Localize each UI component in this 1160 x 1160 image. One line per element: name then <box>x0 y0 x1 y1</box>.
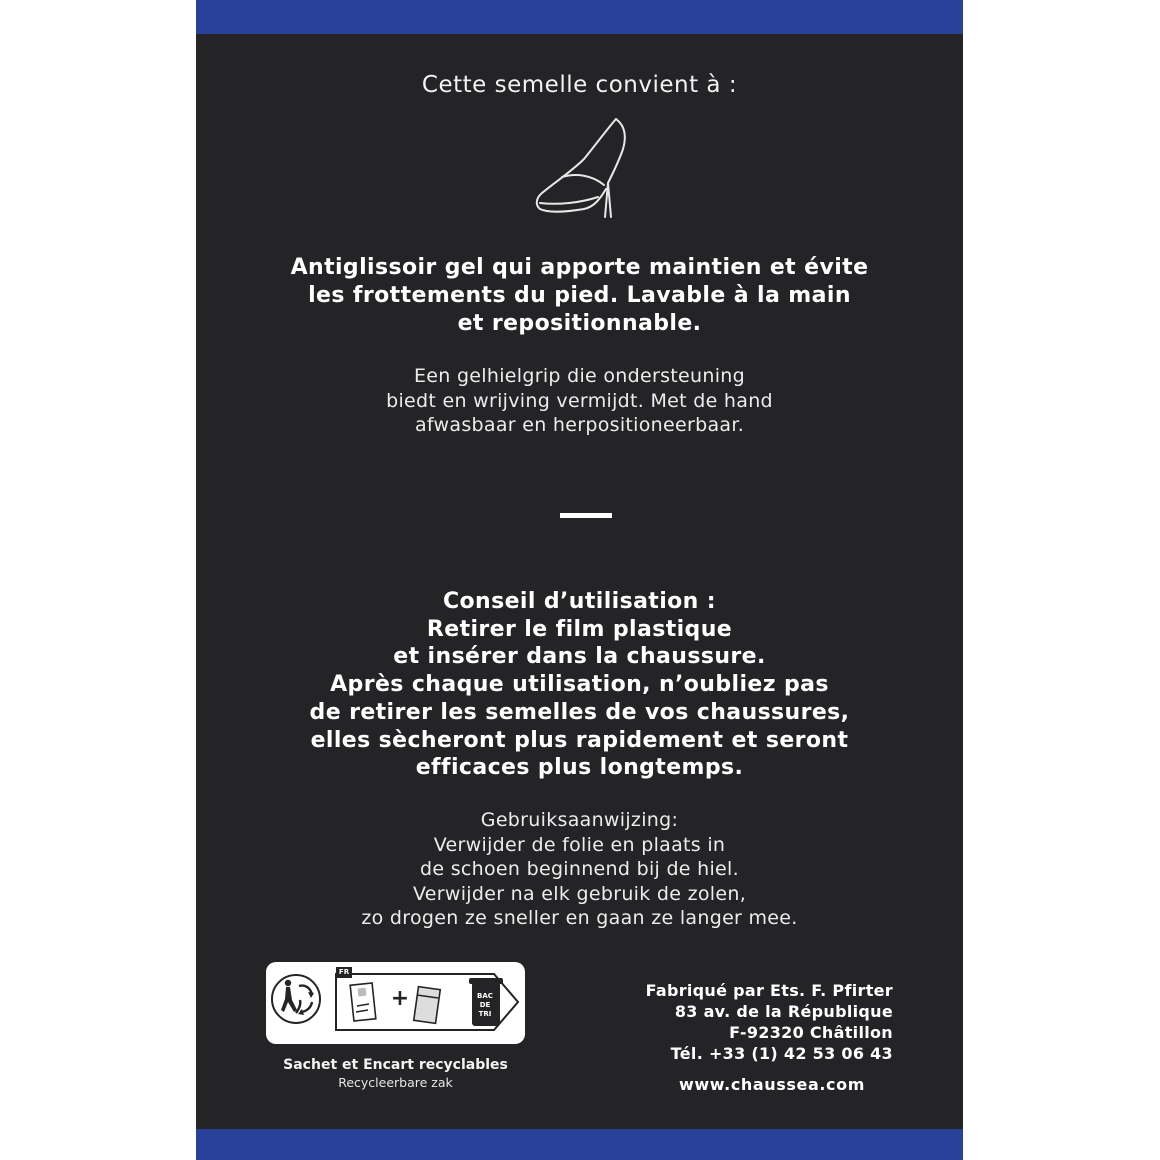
description-nl <box>196 364 963 438</box>
usage-fr-line: de retirer les semelles de vos chaussures, <box>309 699 850 725</box>
usage-fr-line: Conseil d’utilisation : <box>442 589 717 614</box>
usage-fr-line: efficaces plus longtemps. <box>415 755 744 781</box>
usage-fr-line: Après chaque utilisation, n’oubliez pas <box>330 672 829 698</box>
triman-icon <box>272 975 320 1023</box>
bin-label <box>474 992 496 1019</box>
description-fr-line: les frottements du pied. Lavable à la main <box>308 283 851 308</box>
packaging-back-panel <box>196 0 963 1160</box>
recycling-info-box <box>266 962 525 1044</box>
recycling-caption-nl: Recycleerbare zak <box>338 1075 453 1090</box>
bottom-color-band <box>196 1129 963 1160</box>
manufacturer-line: 83 av. de la République <box>674 1002 893 1021</box>
country-badge: FR <box>336 967 352 978</box>
usage-fr-line: Retirer le film plastique <box>426 616 733 642</box>
bin-label-line: TRI <box>478 1010 492 1018</box>
usage-fr-line: elles sècheront plus rapidement et seront <box>310 727 849 753</box>
insert-card-icon <box>350 983 376 1021</box>
section-divider <box>560 513 612 518</box>
manufacturer-line: F-92320 Châtillon <box>729 1023 893 1042</box>
manufacturer-line: Tél. +33 (1) 42 53 06 43 <box>670 1044 893 1063</box>
description-fr <box>196 254 963 338</box>
manufacturer-address <box>621 980 893 1064</box>
bag-icon <box>414 987 441 1024</box>
high-heel-shoe-icon <box>532 113 634 221</box>
description-fr-line: et repositionnable. <box>457 311 702 336</box>
bin-label-line: BAC <box>477 992 493 1000</box>
recycle-arrows-icon <box>296 986 312 1013</box>
suitable-for-heading: Cette semelle convient à : <box>421 72 738 98</box>
usage-nl-line: Gebruiksaanwijzing: <box>480 809 679 831</box>
bin-label-line: DE <box>479 1001 491 1009</box>
description-nl-line: afwasbaar en herpositioneerbaar. <box>414 414 745 436</box>
plus-sign: + <box>390 986 410 1011</box>
description-nl-line: Een gelhielgrip die ondersteuning <box>413 365 746 387</box>
recycling-caption <box>266 1056 525 1092</box>
website-link[interactable]: www.chaussea.com <box>679 1075 865 1094</box>
usage-fr-line: et insérer dans la chaussure. <box>393 644 766 670</box>
manufacturer-line: Fabriqué par Ets. F. Pfirter <box>645 981 893 1000</box>
top-color-band <box>196 0 963 34</box>
triman-figure-icon <box>281 980 297 1012</box>
description-nl-line: biedt en wrijving vermijdt. Met de hand <box>386 389 773 412</box>
recycling-caption-fr: Sachet et Encart recyclables <box>283 1057 508 1073</box>
usage-nl-line: zo drogen ze sneller en gaan ze langer mee. <box>361 907 798 929</box>
description-fr-line: Antiglissoir gel qui apporte maintien et évite <box>290 255 869 280</box>
usage-nl-line: Verwijder na elk gebruik de zolen, <box>412 882 747 905</box>
usage-nl <box>196 808 963 931</box>
usage-nl-line: de schoen beginnend bij de hiel. <box>420 858 739 880</box>
usage-fr <box>196 588 963 782</box>
usage-nl-line: Verwijder de folie en plaats in <box>433 833 726 856</box>
